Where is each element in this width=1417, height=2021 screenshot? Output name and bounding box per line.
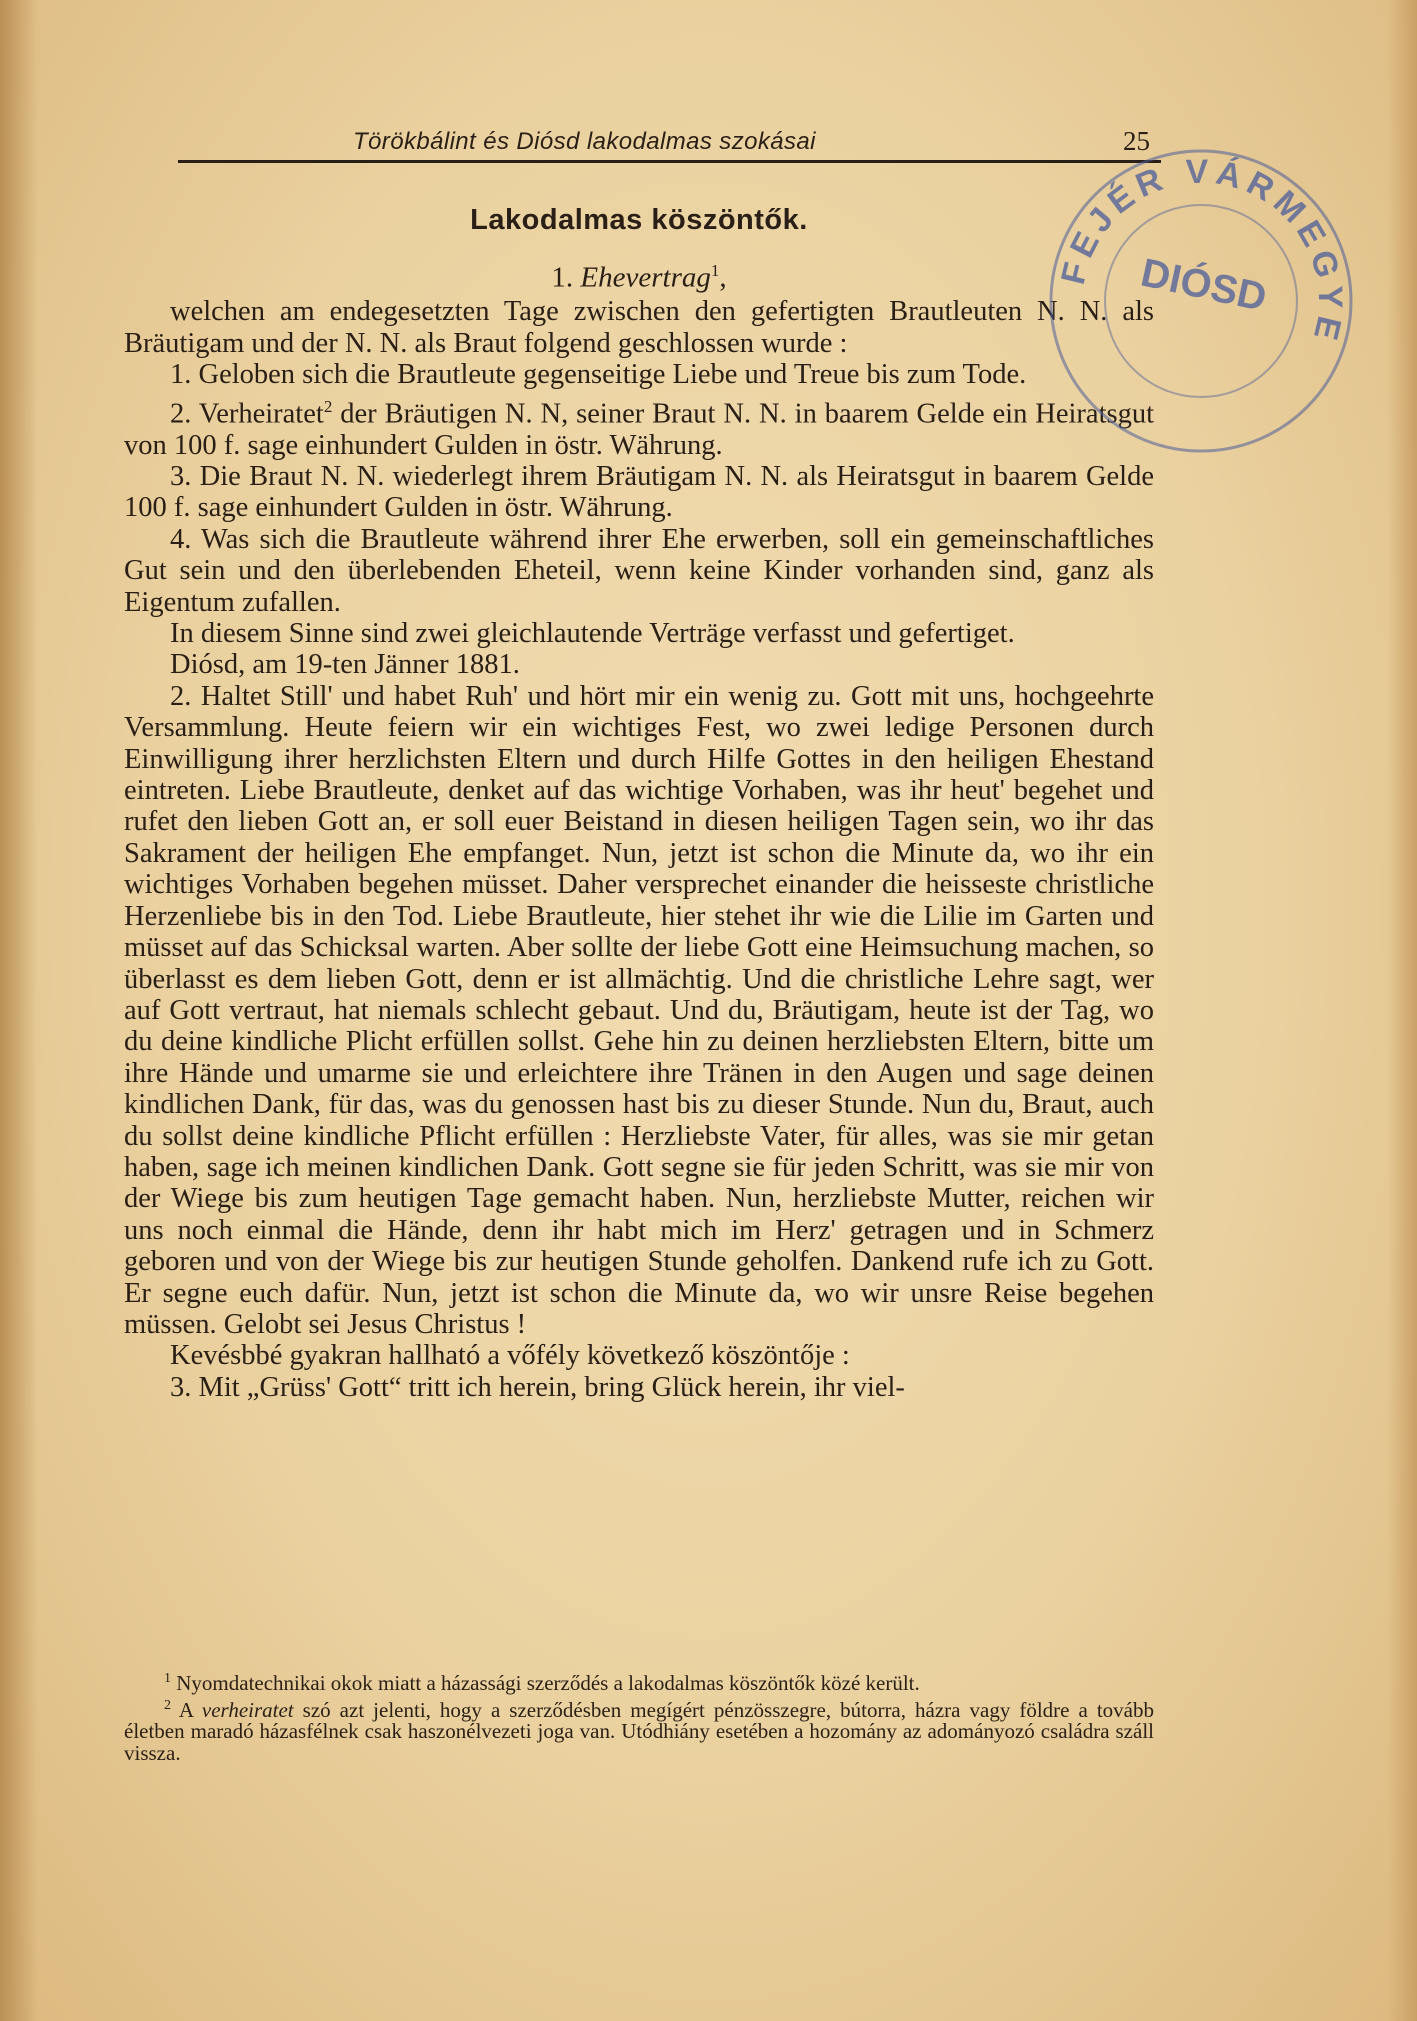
paragraph: Diósd, am 19-ten Jänner 1881. (170, 649, 520, 681)
stamp-ring-textpath: FEJÉR VÁRMEGYE (1054, 152, 1350, 350)
paragraph: 3. Mit „Grüss' Gott“ tritt ich herein, bring Glück herein, ihr viel- (170, 1371, 905, 1403)
library-stamp (1038, 138, 1364, 464)
footnote (124, 1668, 1154, 1695)
item-number: 1. (551, 262, 574, 295)
item-title-text: Ehevertrag (580, 262, 711, 295)
footnote-marker: 1 (164, 1671, 171, 1686)
footnote-ref: 2 (323, 396, 333, 416)
stamp-ring-text (1054, 153, 1349, 349)
paragraph: In diesem Sinne sind zwei gleichlautende Verträge verfasst und gefertiget. (170, 618, 1015, 650)
header-rule (178, 160, 1161, 163)
footnote-text: Nyomdatechnikai okok miatt a házassági szerződés a lakodalmas köszöntők közé került. (171, 1671, 920, 1695)
paragraph: 2. Haltet Still' und habet Ruh' und hört mir ein wenig zu. Gott mit uns, hochgeehrte Versammlung. Heute feiern wir ein wichtiges Fest, wo zwei ledige Personen durch Einwilligung ihrer herzlichsten Eltern und durch Hilfe Gottes in den heiligen Ehestand eintreten. Liebe Brautleute, denket auf das wichtige Vorhaben, was ihr heut' begehet und rufet den lieben Gott an, er soll euer Beistand in diesen heiligen Tagen sein, wo ihr das Sakrament der heiligen Ehe empfanget. Nun, jetzt ist schon die Minute da, wo ihr ein wichtiges Vorhaben begehen müsset. Daher versprechet einander die heisseste christliche Herzenliebe bis in den Tod. Liebe Brautleute, hier stehet ihr wie die Lilie im Garten und müsset auf das Schicksal warten. Aber sollte der liebe Gott eine Heimsuchung machen, so überlasst es dem lieben Gott, denn er ist allmächtig. Und die christliche Lehre sagt, wer auf Gott vertraut, hat niemals schlecht gebaut. Und du, Bräutigam, heute ist der Tag, wo du deine kindliche Plicht erfüllen sollst. Gehe hin zu deinen herzliebsten Eltern, bitte um ihre Hände und umarme sie und erleichtere ihre Tränen in den Augen und sage deinen kindlichen Dank, für das, was du genossen hast bis zu dieser Stunde. Nun du, Braut, auch du sollst deine kindliche Pflicht erfüllen : Herzliebste Vater, für alles, was sie mir getan haben, sage ich meinen kindlichen Dank. Gott segne sie für jeden Schritt, was sie mir von der Wiege bis zum heutigen Tage gemacht haben. Nun, herzliebste Mutter, reichen wir uns noch einmal die Hände, denn ihr habt mich im Herz' getragen und in Schmerz geboren und von der Wiege bis zur heutigen Stunde geholfen. Dankend rufe ich zu Gott. Er segne euch dafür. Nun, jetzt ist schon die Minute da, wo wir unsre Reise begehen müssen. Gelobt sei Jesus Christus ! (124, 680, 1154, 1340)
footnote-term: verheiratet (201, 1697, 294, 1722)
page-edge-shadow-right (1387, 0, 1417, 2021)
paragraph: 3. Die Braut N. N. wiederlegt ihrem Bräutigam N. N. als Heiratsgut in baarem Gelde 100 f. sage einhundert Gulden in östr. Währung. (124, 461, 1154, 524)
paragraph (124, 391, 1154, 461)
item-title (124, 255, 1154, 294)
footnote-ref: 1 (710, 261, 720, 281)
stamp-center-text: DIÓSD (1137, 250, 1271, 320)
section-title: Lakodalmas köszöntők. (470, 204, 808, 236)
paragraph: Kevésbbé gyakran hallható a vőfély következő köszöntője : (170, 1340, 850, 1372)
paragraph-text: der Bräutigen N. N, seiner Braut N. N. in baarem Gelde ein Heiratsgut von 100 f. sage einhundert Gulden in östr. Währung. (124, 398, 1154, 461)
footnote-text: szó azt jelenti, hogy a szerződésben megígért pénzösszegre, bútorra, házra vagy földre a tovább életben maradó házasfélnek csak haszonélvezeti joga van. Utódhiány esetében a hozomány az adományozó családra száll vissza. (124, 1697, 1154, 1765)
running-title: Törökbálint és Diósd lakodalmas szokásai (353, 128, 816, 155)
paragraph-text: 2. Verheiratet (170, 398, 324, 430)
item-title-comma: , (719, 262, 727, 295)
paragraph: 1. Geloben sich die Brautleute gegenseitige Liebe und Treue bis zum Tode. (170, 359, 1027, 391)
stamp-graphic (1038, 138, 1364, 464)
footnote-text: A (171, 1697, 202, 1722)
page-number: 25 (1123, 126, 1150, 156)
footnote-marker: 2 (164, 1697, 171, 1713)
main-text (124, 195, 1154, 1403)
footnotes (124, 1668, 1154, 1764)
paragraph: 4. Was sich die Brautleute während ihrer Ehe erwerben, soll ein gemeinschaftliches Gut sein und den überlebenden Eheteil, wenn keine Kinder vorhanden sind, ganz als Eigentum zufallen. (124, 523, 1154, 618)
paragraph: welchen am endegesetzten Tage zwischen den gefertigten Brautleuten N. N. als Bräutigam und der N. N. als Braut folgend geschlossen wurde : (124, 296, 1154, 359)
page-edge-shadow-left (0, 0, 38, 2021)
footnote (124, 1695, 1154, 1765)
page-header (178, 124, 1161, 164)
